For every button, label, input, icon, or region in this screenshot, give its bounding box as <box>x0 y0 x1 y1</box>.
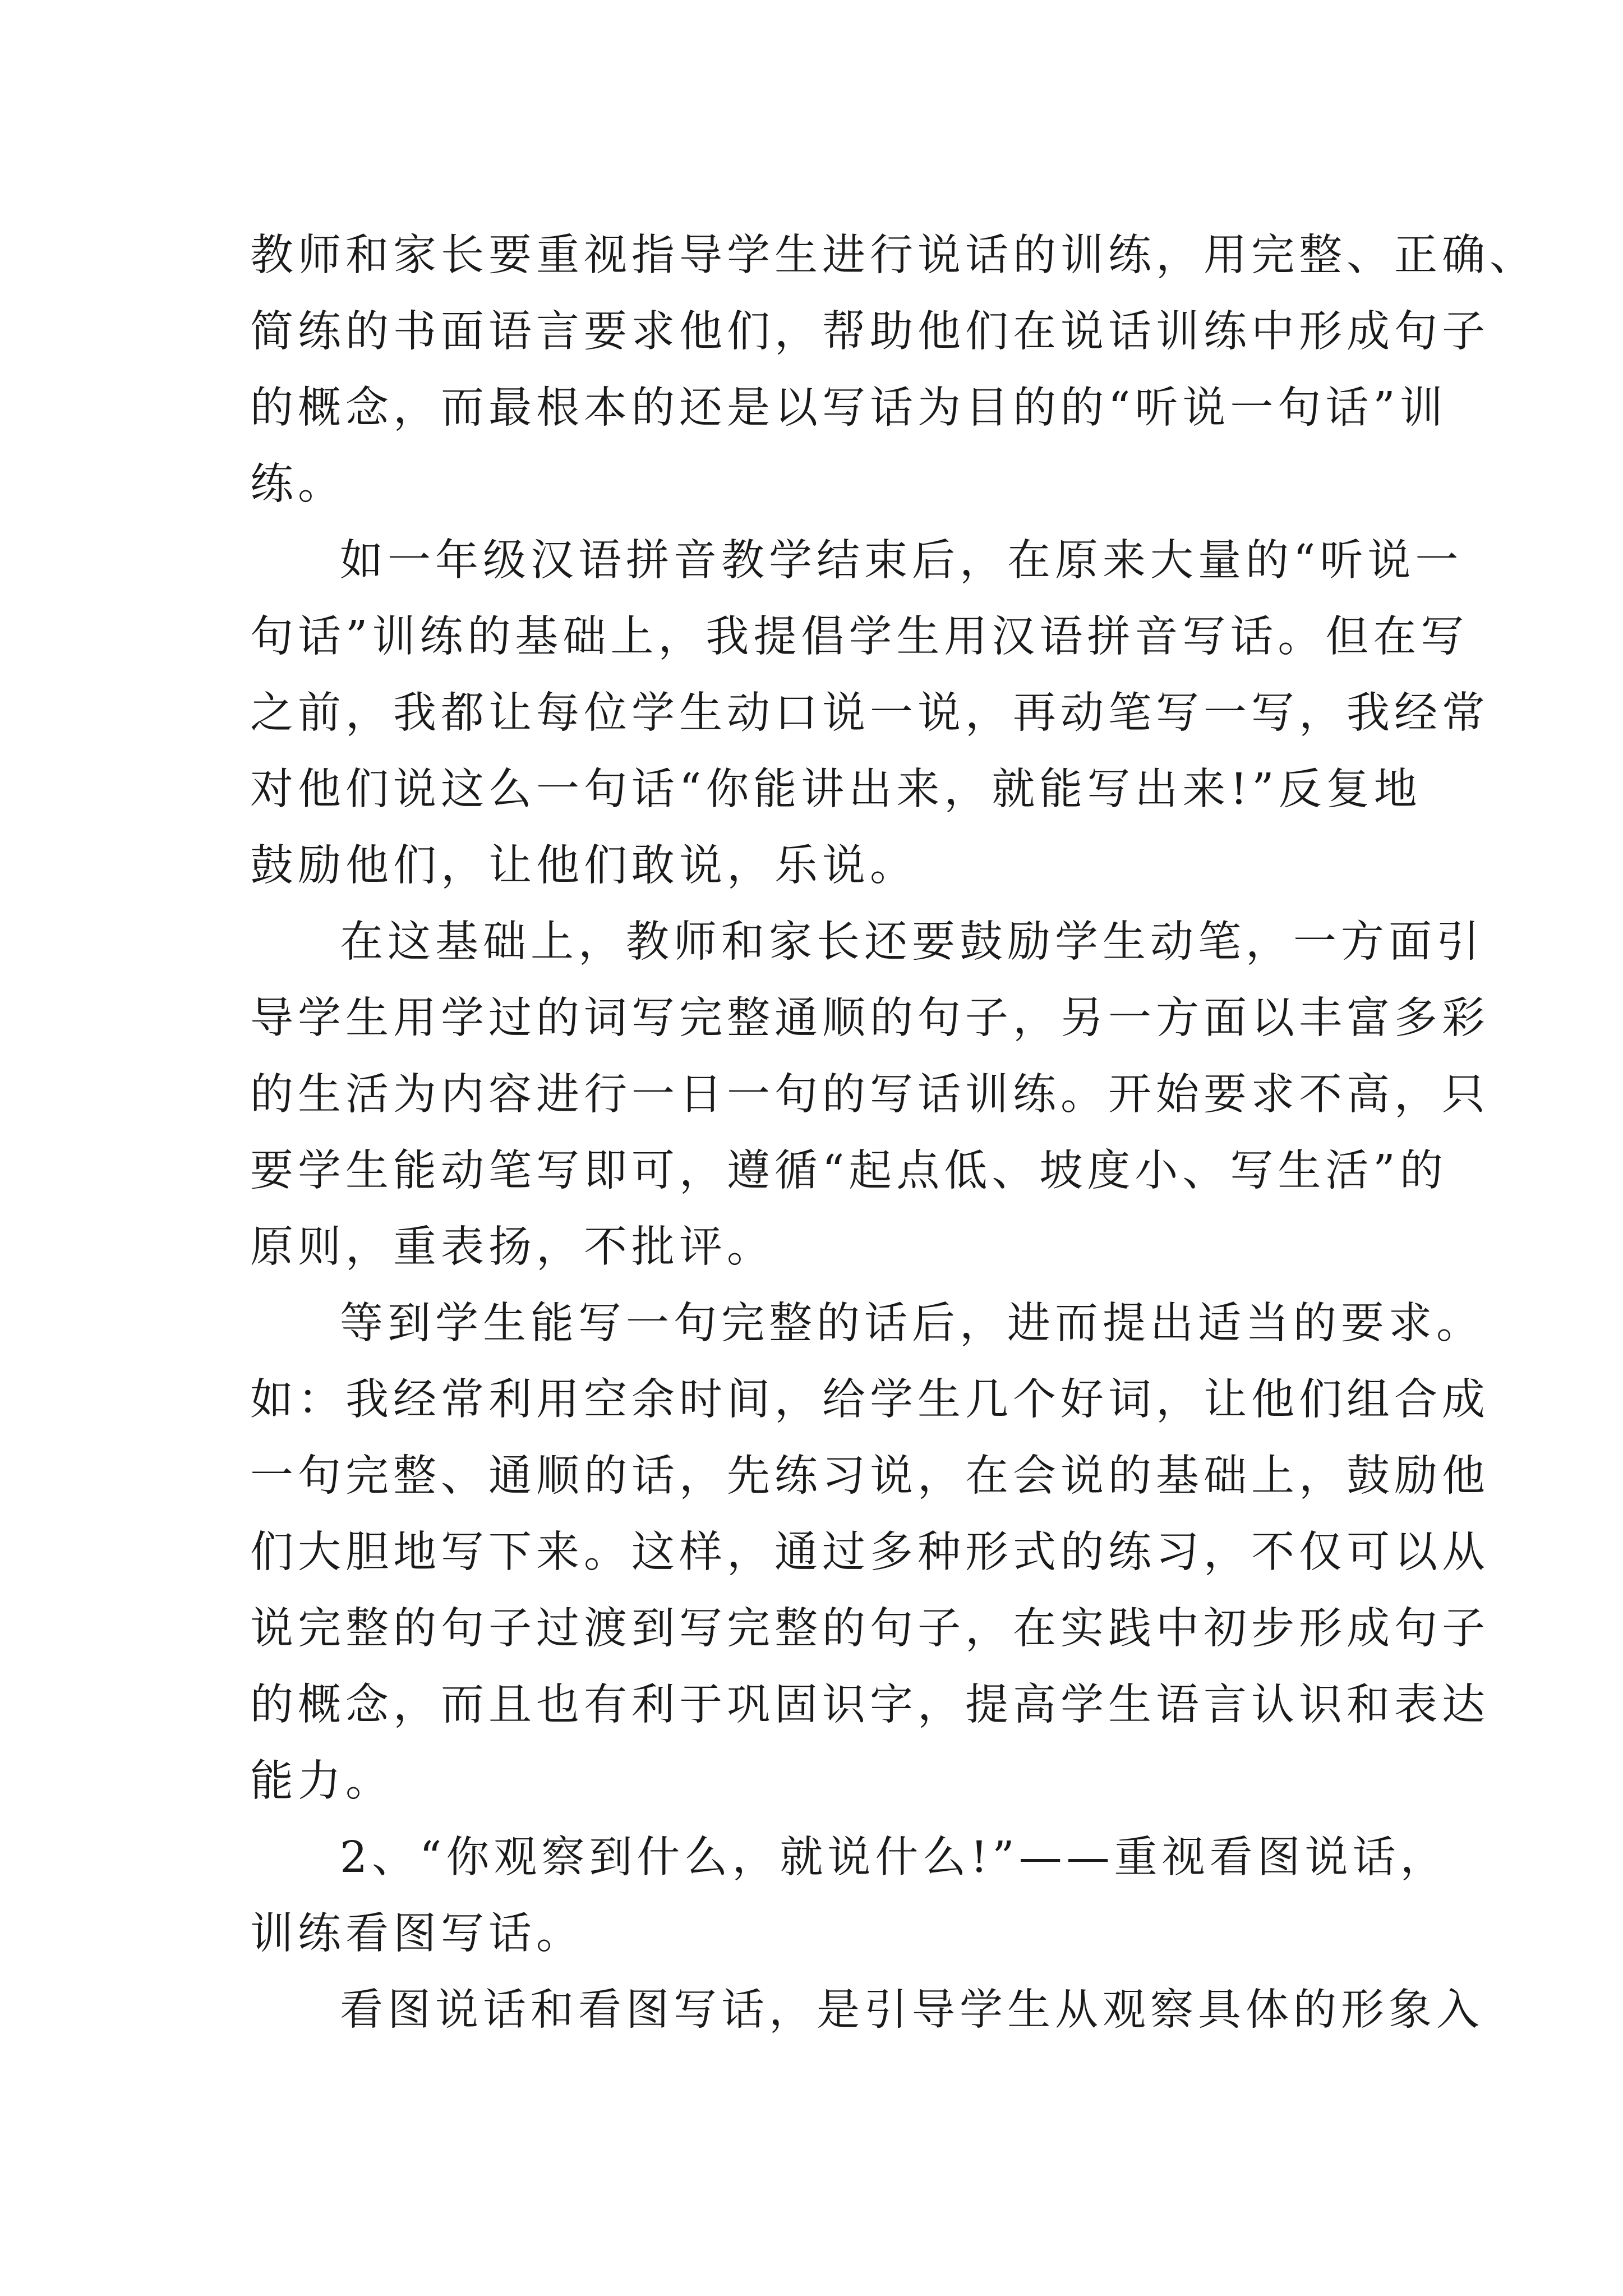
text-line: 如一年级汉语拼音教学结束后，在原来大量的“听说一 <box>340 536 1463 586</box>
text-line: 对他们说这么一句话“你能讲出来，就能写出来!”反复地 <box>250 765 1422 815</box>
body-text <box>250 218 1537 2049</box>
text-line: 简练的书面语言要求他们，帮助他们在说话训练中形成句子 <box>250 307 1490 357</box>
text-line: 原则，重表扬，不批评。 <box>250 1222 774 1272</box>
text-line: 在这基础上，教师和家长还要鼓励学生动笔，一方面引 <box>340 917 1484 967</box>
text-line: 们大胆地写下来。这样，通过多种形式的练习，不仅可以从 <box>250 1527 1490 1577</box>
text-line: 练。 <box>250 459 345 509</box>
text-line: 之前，我都让每位学生动口说一说，再动笔写一写，我经常 <box>250 688 1490 738</box>
text-line: 导学生用学过的词写完整通顺的句子，另一方面以丰富多彩 <box>250 993 1490 1043</box>
text-line: 教师和家长要重视指导学生进行说话的训练，用完整、正确、 <box>250 231 1537 280</box>
text-line: 2、“你观察到什么，就说什么!”——重视看图说话， <box>340 1833 1448 1883</box>
text-line: 的概念，而最根本的还是以写话为目的的“听说一句话”训 <box>250 383 1447 433</box>
text-line: 鼓励他们，让他们敢说，乐说。 <box>250 841 917 891</box>
text-line: 说完整的句子过渡到写完整的句子，在实践中初步形成句子 <box>250 1604 1490 1654</box>
text-line: 一句完整、通顺的话，先练习说，在会说的基础上，鼓励他 <box>250 1451 1490 1501</box>
text-line: 的概念，而且也有利于巩固识字，提高学生语言认识和表达 <box>250 1680 1490 1730</box>
text-line: 如：我经常利用空余时间，给学生几个好词，让他们组合成 <box>250 1375 1490 1425</box>
text-line: 看图说话和看图写话，是引导学生从观察具体的形象入 <box>340 1985 1484 2035</box>
text-line: 要学生能动笔写即可，遵循“起点低、坡度小、写生活”的 <box>250 1146 1447 1196</box>
text-line: 能力。 <box>250 1756 393 1806</box>
text-line: 句话”训练的基础上，我提倡学生用汉语拼音写话。但在写 <box>250 612 1469 662</box>
text-line: 的生活为内容进行一日一句的写话训练。开始要求不高，只 <box>250 1070 1490 1120</box>
text-line: 训练看图写话。 <box>250 1909 584 1959</box>
text-line: 等到学生能写一句完整的话后，进而提出适当的要求。 <box>340 1299 1484 1349</box>
